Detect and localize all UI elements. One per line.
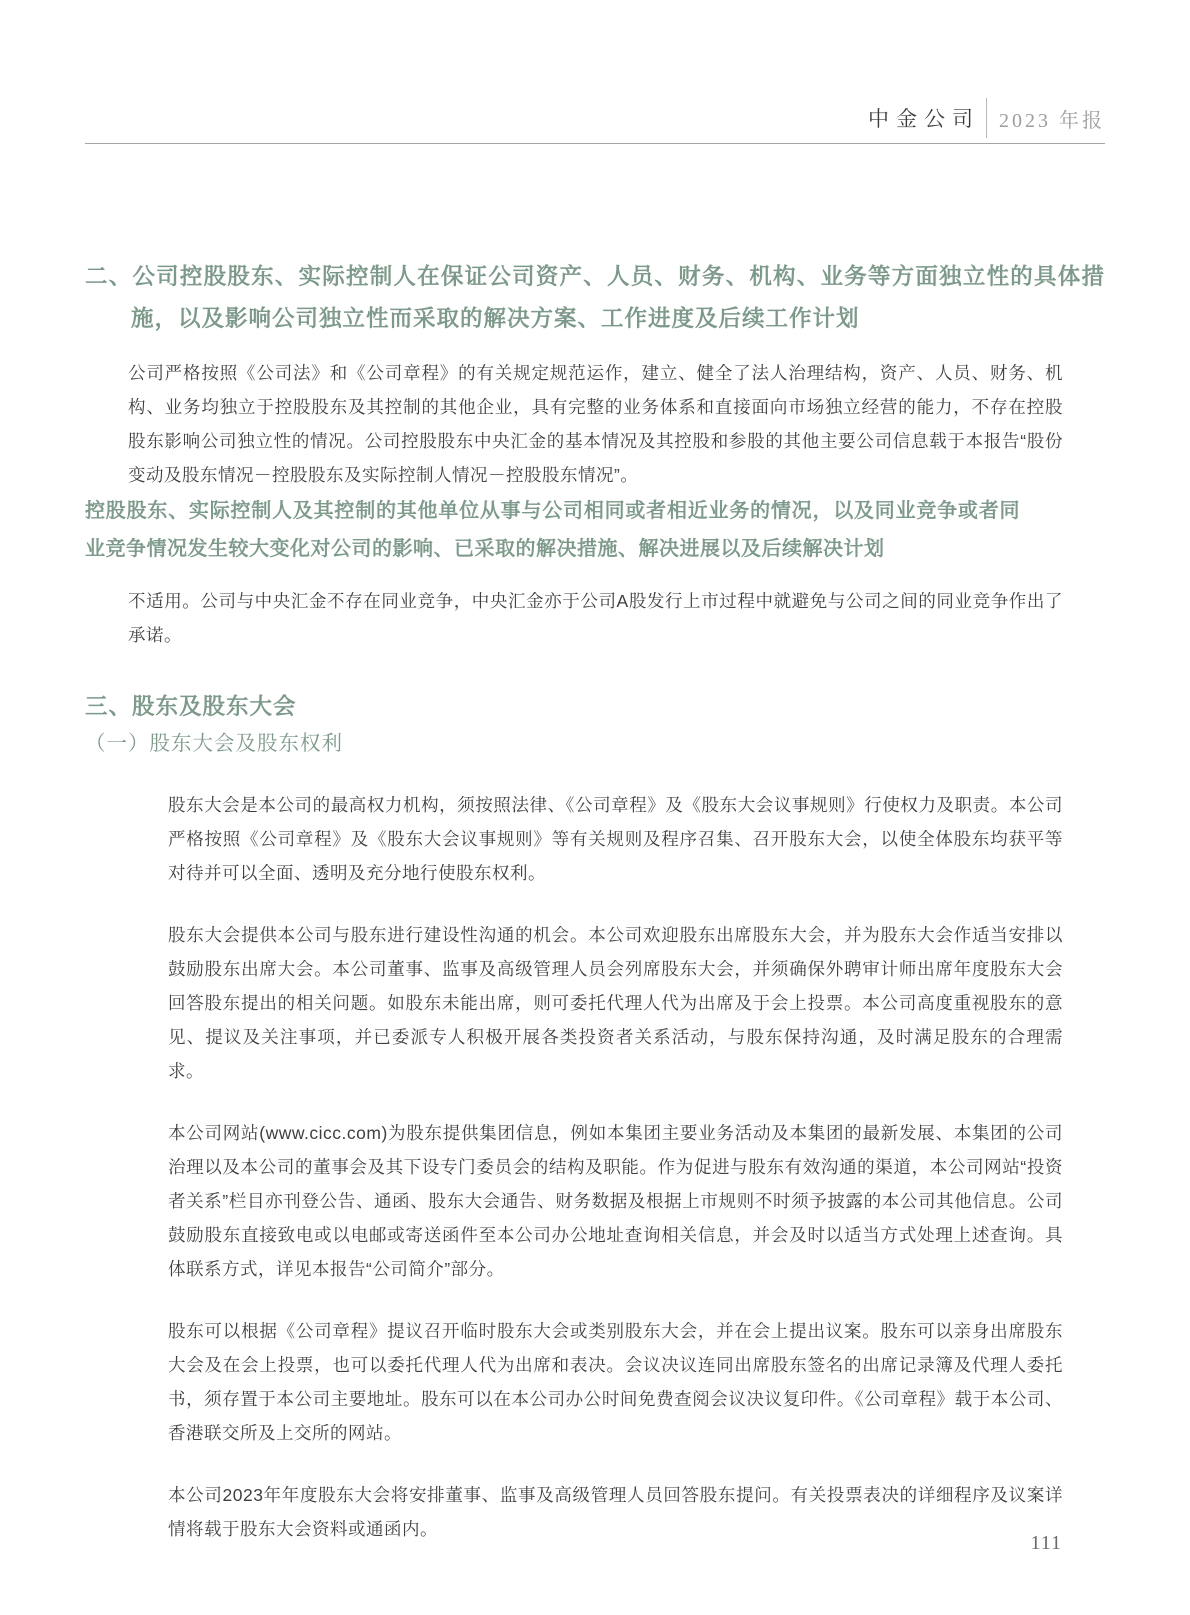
section-3-paragraph-4: 股东可以根据《公司章程》提议召开临时股东大会或类别股东大会，并在会上提出议案。股东可以亲身出席股东大会及在会上投票，也可以委托代理人代为出席和表决。会议决议连同出席股东签名的出席记录簿及代理人委托书，须存置于本公司主要地址。股东可以在本公司办公时间免费查阅会议决议复印件。《公司章程》载于本公司、香港联交所及上交所的网站。	[168, 1321, 1063, 1443]
section-2-paragraph-2: 不适用。公司与中央汇金不存在同业竞争，中央汇金亦于公司A股发行上市过程中就避免与公司之间的同业竞争作出了承诺。	[128, 591, 1063, 645]
section-3-paragraph-1: 股东大会是本公司的最高权力机构，须按照法律、《公司章程》及《股东大会议事规则》行使权力及职责。本公司严格按照《公司章程》及《股东大会议事规则》等有关规则及程序召集、召开股东大会，以使全体股东均获平等对待并可以全面、透明及充分地行使股东权利。	[168, 795, 1063, 883]
section-3-paragraph-2: 股东大会提供本公司与股东进行建设性沟通的机会。本公司欢迎股东出席股东大会，并为股东大会作适当安排以鼓励股东出席大会。本公司董事、监事及高级管理人员会列席股东大会，并须确保外聘审计师出席年度股东大会回答股东提出的相关问题。如股东未能出席，则可委托代理人代为出席及于会上投票。本公司高度重视股东的意见、提议及关注事项，并已委派专人积极开展各类投资者关系活动，与股东保持沟通，及时满足股东的合理需求。	[168, 925, 1063, 1081]
section-2-subheading: 控股股东、实际控制人及其控制的其他单位从事与公司相同或者相近业务的情况，以及同业竞争或者同业竞争情况发生较大变化对公司的影响、已采取的解决措施、解决进展以及后续解决计划	[85, 500, 1020, 560]
section-2-paragraph-1: 公司严格按照《公司法》和《公司章程》的有关规定规范运作，建立、健全了法人治理结构，资产、人员、财务、机构、业务均独立于控股股东及其控制的其他企业，具有完整的业务体系和直接面向市场独立经营的能力，不存在控股股东影响公司独立性的情况。公司控股股东中央汇金的基本情况及其控股和参股的其他主要公司信息载于本报告“股份变动及股东情况－控股股东及实际控制人情况－控股股东情况”。	[128, 363, 1063, 485]
header-rule	[85, 143, 1105, 144]
page-number: 111	[1030, 1532, 1062, 1554]
section-3-subheading-1: （一）股东大会及股东权利	[85, 732, 343, 755]
page-header	[868, 98, 1105, 138]
section-3-heading: 三、股东及股东大会	[85, 694, 297, 719]
company-name: 中金公司	[868, 107, 980, 131]
header-divider	[986, 98, 987, 138]
section-3-paragraph-5: 本公司2023年年度股东大会将安排董事、监事及高级管理人员回答股东提问。有关投票表决的详细程序及议案详情将载于股东大会资料或通函内。	[168, 1485, 1063, 1539]
report-year-label: 2023 年报	[999, 109, 1105, 132]
page-content	[85, 256, 1105, 1546]
section-3-paragraph-3: 本公司网站(www.cicc.com)为股东提供集团信息，例如本集团主要业务活动及本集团的最新发展、本集团的公司治理以及本公司的董事会及其下设专门委员会的结构及职能。作为促进与股东有效沟通的渠道，本公司网站“投资者关系”栏目亦刊登公告、通函、股东大会通告、财务数据及根据上市规则不时须予披露的本公司其他信息。公司鼓励股东直接致电或以电邮或寄送函件至本公司办公地址查询相关信息，并会及时以适当方式处理上述查询。具体联系方式，详见本报告“公司简介”部分。	[168, 1123, 1063, 1279]
section-2-heading: 二、公司控股股东、实际控制人在保证公司资产、人员、财务、机构、业务等方面独立性的具体措施，以及影响公司独立性而采取的解决方案、工作进度及后续工作计划	[85, 264, 1105, 331]
